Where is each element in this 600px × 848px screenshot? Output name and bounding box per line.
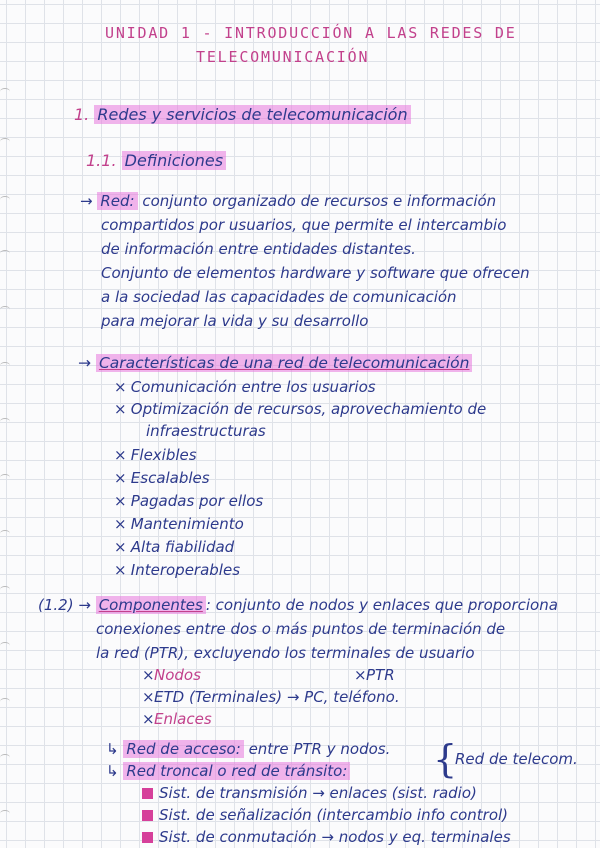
margin-hole — [0, 250, 10, 257]
curly-brace-icon: { — [433, 737, 458, 781]
red-term: Red: — [97, 192, 137, 210]
cross-bullet-icon: × — [114, 378, 127, 396]
red-telecom-label: Red de telecom. — [455, 750, 578, 768]
red-definition-line-3: de información entre entidades distantes. — [101, 240, 416, 258]
caracteristica-text: Mantenimiento — [130, 515, 244, 533]
arrow-icon: → — [78, 596, 91, 614]
cross-bullet-icon: × — [142, 688, 155, 706]
red-transito-label: Red troncal o red de tránsito: — [123, 762, 350, 780]
componente-text: Enlaces — [154, 710, 212, 728]
margin-hole — [0, 362, 10, 369]
arrow-icon: → — [80, 192, 93, 210]
margin-hole — [0, 530, 10, 537]
componente-item-ptr — [354, 666, 395, 684]
componente-text: Nodos — [154, 666, 201, 684]
square-bullet-icon — [142, 788, 153, 799]
cross-bullet-icon: × — [142, 666, 155, 684]
caracteristica-item — [114, 515, 244, 533]
red-transito-line — [106, 762, 350, 780]
section-1-label: Redes y servicios de telecomunicación — [94, 105, 410, 124]
margin-hole — [0, 642, 10, 649]
caracteristicas-heading — [78, 354, 472, 372]
cross-bullet-icon: × — [114, 446, 127, 464]
square-bullet-icon — [142, 832, 153, 843]
caracteristica-item — [114, 538, 234, 556]
cross-bullet-icon: × — [114, 492, 127, 510]
cross-bullet-icon: × — [354, 666, 367, 684]
caracteristica-text: Optimización de recursos, aprovechamiento de — [130, 400, 487, 418]
componentes-line-3: la red (PTR), excluyendo los terminales de usuario — [96, 644, 475, 662]
cross-bullet-icon: × — [142, 710, 155, 728]
margin-hole — [0, 474, 10, 481]
return-arrow-icon: ↳ — [106, 740, 119, 758]
caracteristica-item-continuation: infraestructuras — [146, 422, 266, 440]
caracteristica-item — [114, 492, 263, 510]
componente-item-etd — [142, 688, 400, 706]
componente-item-enlaces — [142, 710, 212, 728]
caracteristica-item — [114, 446, 197, 464]
margin-hole — [0, 698, 10, 705]
margin-hole — [0, 586, 10, 593]
caracteristica-text: Flexibles — [130, 446, 197, 464]
sistema-text: Sist. de señalización (intercambio info control) — [159, 806, 509, 824]
cross-bullet-icon: × — [114, 515, 127, 533]
cross-bullet-icon: × — [114, 469, 127, 487]
red-acceso-label: Red de acceso: — [123, 740, 243, 758]
margin-hole — [0, 810, 10, 817]
red-definition-line-6: para mejorar la vida y su desarrollo — [101, 312, 369, 330]
red-definition-text: conjunto organizado de recursos e información — [142, 192, 497, 210]
cross-bullet-icon: × — [114, 400, 127, 418]
red-definition-line-2: compartidos por usuarios, que permite el intercambio — [101, 216, 507, 234]
caracteristica-item — [114, 561, 240, 579]
componentes-ref: (1.2) — [38, 596, 74, 614]
cross-bullet-icon: × — [114, 561, 127, 579]
componente-text: ETD (Terminales) → PC, teléfono. — [154, 688, 400, 706]
sistema-item — [142, 806, 508, 824]
sistema-item — [142, 784, 477, 802]
componentes-text: : conjunto de nodos y enlaces que proporciona — [205, 596, 558, 614]
section-1-number: 1. — [74, 105, 90, 124]
caracteristica-text: Pagadas por ellos — [130, 492, 264, 510]
margin-hole — [0, 306, 10, 313]
sistema-item — [142, 828, 511, 846]
sistema-text: Sist. de conmutación → nodos y eq. terminales — [159, 828, 511, 846]
cross-bullet-icon: × — [114, 538, 127, 556]
caracteristicas-title: Características de una red de telecomunicación — [96, 354, 473, 372]
caracteristica-text: Escalables — [130, 469, 210, 487]
section-1-1-label: Definiciones — [122, 151, 226, 170]
square-bullet-icon — [142, 810, 153, 821]
caracteristica-text: Comunicación entre los usuarios — [130, 378, 376, 396]
componente-text: PTR — [366, 666, 395, 684]
return-arrow-icon: ↳ — [106, 762, 119, 780]
componentes-line-1 — [38, 596, 558, 614]
page-title-line-2: TELECOMUNICACIÓN — [196, 48, 370, 66]
sistema-text: Sist. de transmisión → enlaces (sist. radio) — [159, 784, 477, 802]
componentes-line-2: conexiones entre dos o más puntos de terminación de — [96, 620, 506, 638]
section-1-1-number: 1.1. — [86, 151, 117, 170]
margin-hole — [0, 418, 10, 425]
caracteristica-item — [114, 469, 210, 487]
red-acceso-line — [106, 740, 390, 758]
page-title-line-1: UNIDAD 1 - INTRODUCCIÓN A LAS REDES DE — [105, 24, 517, 42]
arrow-icon: → — [78, 354, 91, 372]
red-definition-line-1 — [80, 192, 496, 210]
red-definition-line-4: Conjunto de elementos hardware y software que ofrecen — [101, 264, 530, 282]
section-1-1-heading — [86, 152, 226, 170]
componentes-term: Componentes — [96, 596, 206, 614]
caracteristica-item — [114, 378, 376, 396]
section-1-heading — [74, 106, 411, 124]
margin-hole — [0, 138, 10, 145]
margin-hole — [0, 88, 10, 95]
red-definition-line-5: a la sociedad las capacidades de comunicación — [101, 288, 457, 306]
caracteristica-text: Interoperables — [130, 561, 241, 579]
margin-hole — [0, 754, 10, 761]
caracteristica-text: Alta fiabilidad — [130, 538, 235, 556]
red-acceso-text: entre PTR y nodos. — [248, 740, 391, 758]
caracteristica-item — [114, 400, 486, 418]
margin-hole — [0, 196, 10, 203]
componente-item-nodos — [142, 666, 201, 684]
